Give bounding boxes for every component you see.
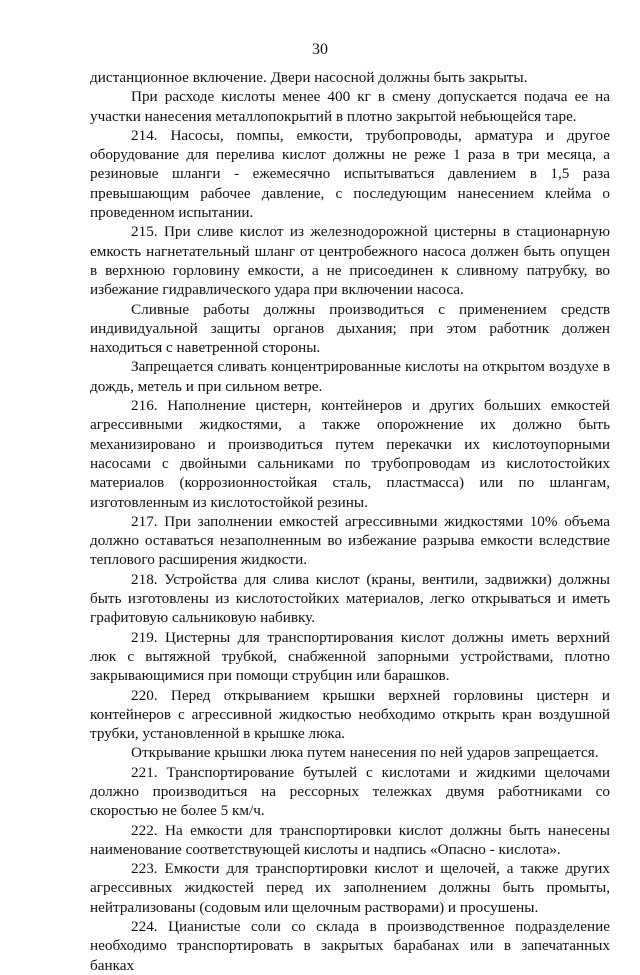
paragraph-214: 214. Насосы, помпы, емкости, трубопроводы, арматура и другое оборудование для перелива кислот должны не реже 1 раза в три месяца, а резиновые шланги - ежемесячно испытываться давлением в 1,5 раза превышающим рабочее давление, с последующим нанесением клейма о проведенном испытании. [90,126,610,222]
paragraph-continuation: дистанционное включение. Двери насосной должны быть закрыты. [90,69,528,86]
paragraph-224: 224. Цианистые соли со склада в производственное подразделение необходимо транспортировать в закрытых барабанах или в запечатанных банках [90,918,610,974]
paragraph: При расходе кислоты менее 400 кг в смену допускается подача ее на участки нанесения металлопокрытий в плотно закрытой небьющейся таре. [90,88,610,125]
paragraph: Сливные работы должны производиться с применением средств индивидуальной защиты органов дыхания; при этом работник должен находиться с наветренной стороны. [90,300,610,357]
paragraph-215: 215. При сливе кислот из железнодорожной цистерны в стационарную емкость нагнетательный шланг от центробежного насоса должен быть опущен в верхнюю горловину емкости, а не присоединен к сливному патрубку, во избежание гидравлического удара при включении насоса. [90,223,610,299]
paragraph-217: 217. При заполнении емкостей агрессивными жидкостями 10% объема должно оставаться незаполненным во избежание разрыва емкости вследствие теплового расширения жидкости. [90,512,610,569]
paragraph-223: 223. Емкости для транспортировки кислот и щелочей, а также других агрессивных жидкостей перед их заполнением должны быть промыты, нейтрализованы (содовым или щелочным растворами) и просушены. [90,860,610,916]
paragraph-216: 216. Наполнение цистерн, контейнеров и других больших емкостей агрессивными жидкостями, а также опорожнение их должно быть механизировано и производиться путем перекачки их кислотоупорными насосами с двойными сальниками по трубопроводам из кислотостойких материалов (коррозионностойкая сталь, пластмасса) или по шлангам, изготовленным из кислотостойкой резины. [90,397,610,511]
paragraph-220: 220. Перед открыванием крышки верхней горловины цистерн и контейнеров с агрессивной жидкостью необходимо открыть кран воздушной трубки, установленной в крышке люка. [90,686,610,743]
paragraph-221: 221. Транспортирование бутылей с кислотами и жидкими щелочами должно производиться на рессорных тележках двумя работниками со скоростью не более 5 км/ч. [90,763,610,820]
paragraph-219: 219. Цистерны для транспортирования кислот должны иметь верхний люк с вытяжной трубкой, снабженной запорными устройствами, плотно закрывающимися при помощи струбцин или барашков. [90,628,610,685]
paragraph: Запрещается сливать концентрированные кислоты на открытом воздухе в дождь, метель и при сильном ветре. [90,358,610,395]
document-body [90,68,610,975]
page-number: 30 [312,41,328,58]
paragraph: Открывание крышки люка путем нанесения по ней ударов запрещается. [131,744,599,762]
paragraph-218: 218. Устройства для слива кислот (краны, вентили, задвижки) должны быть изготовлены из кислотостойких материалов, легко открываться и иметь графитовую сальниковую набивку. [90,570,610,627]
paragraph-222: 222. На емкости для транспортировки кислот должны быть нанесены наименование соответствующей кислоты и надпись «Опасно - кислота». [90,821,610,858]
